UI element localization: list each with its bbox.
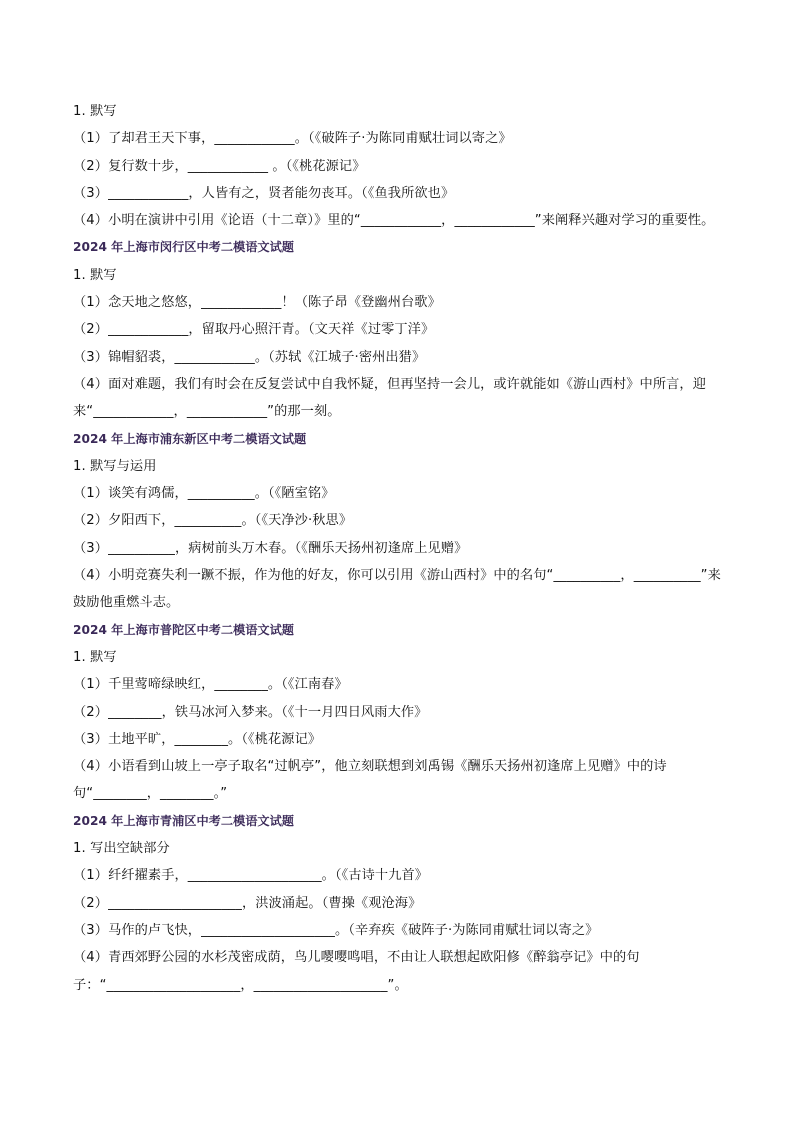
question-item: （3）马作的卢飞快，____________________。（辛弃疾《破阵子·为陈同甫赋壮词以寄之》 <box>73 922 599 938</box>
question-item: （4）小明在演讲中引用《论语（十二章）》里的“____________，____________”来阐释兴趣对学习的重要性。 <box>73 213 715 229</box>
question-item: （1）念天地之悠悠，____________！（陈子昂《登幽州台歌》 <box>73 295 441 311</box>
question-item: （2）夕阳西下，__________。（《天净沙·秋思》 <box>73 513 353 529</box>
question-item: （3）____________，人皆有之，贤者能勿丧耳。（《鱼我所欲也》 <box>73 185 455 201</box>
question-title: 1. 写出空缺部分 <box>73 841 170 857</box>
question-item: （3）土地平旷，________。（《桃花源记》 <box>73 731 322 747</box>
exam-section <box>73 426 733 617</box>
question-block <box>73 98 733 234</box>
question-item: （1）谈笑有鸿儒，__________。（《陋室铭》 <box>73 486 335 502</box>
question-item: （4）青西郊野公园的水杉茂密成荫，鸟儿嘤嘤鸣唱，不由让人联想起欧阳修《醉翁亭记》中的句子：“____________________，____________________”。 <box>73 950 640 993</box>
question-item: （1）纤纤擢素手，____________________。（《古诗十九首》 <box>73 868 429 884</box>
question-title: 1. 默写 <box>73 267 117 283</box>
question-item: （3）__________，病树前头万木春。（《酬乐天扬州初逢席上见赠》 <box>73 540 468 556</box>
question-item: （1）了却君王天下事，____________。（《破阵子·为陈同甫赋壮词以寄之》 <box>73 131 512 147</box>
question-title: 1. 默写与运用 <box>73 458 157 474</box>
section-heading: 2024 年上海市浦东新区中考二模语文试题 <box>73 431 307 446</box>
exam-section <box>73 234 733 425</box>
exam-section <box>73 617 733 808</box>
question-item: （2）________，铁马冰河入梦来。（《十一月四日风雨大作》 <box>73 704 428 720</box>
question-item: （2）复行数十步，____________ 。（《桃花源记》 <box>73 158 366 174</box>
question-item: （4）面对难题，我们有时会在反复尝试中自我怀疑，但再坚持一会儿，或许就能如《游山西村》中所言，迎来“____________，____________”的那一刻。 <box>73 376 706 420</box>
question-title: 1. 默写 <box>73 104 117 119</box>
question-item: （2）____________________，洪波涌起。（曹操《观沧海》 <box>73 895 422 911</box>
section-heading: 2024 年上海市青浦区中考二模语文试题 <box>73 813 294 828</box>
question-item: （2）____________，留取丹心照汗青。（文天祥《过零丁洋》 <box>73 322 435 338</box>
question-item: （1）千里莺啼绿映红，________。（《江南春》 <box>73 677 348 693</box>
question-item: （3）锦帽貂裘，____________。（苏轼《江城子·密州出猎》 <box>73 349 426 365</box>
question-item: （4）小语看到山坡上一亭子取名“过帆亭”，他立刻联想到刘禹锡《酬乐天扬州初逢席上见赠》中的诗句“________，________。” <box>73 759 667 802</box>
question-item: （4）小明竞赛失利一蹶不振，作为他的好友，你可以引用《游山西村》中的名句“__________，__________”来鼓励他重燃斗志。 <box>73 568 721 611</box>
exam-section <box>73 808 733 999</box>
document-page <box>73 98 733 999</box>
section-heading: 2024 年上海市普陀区中考二模语文试题 <box>73 622 294 637</box>
section-heading: 2024 年上海市闵行区中考二模语文试题 <box>73 240 294 255</box>
question-title: 1. 默写 <box>73 649 117 665</box>
